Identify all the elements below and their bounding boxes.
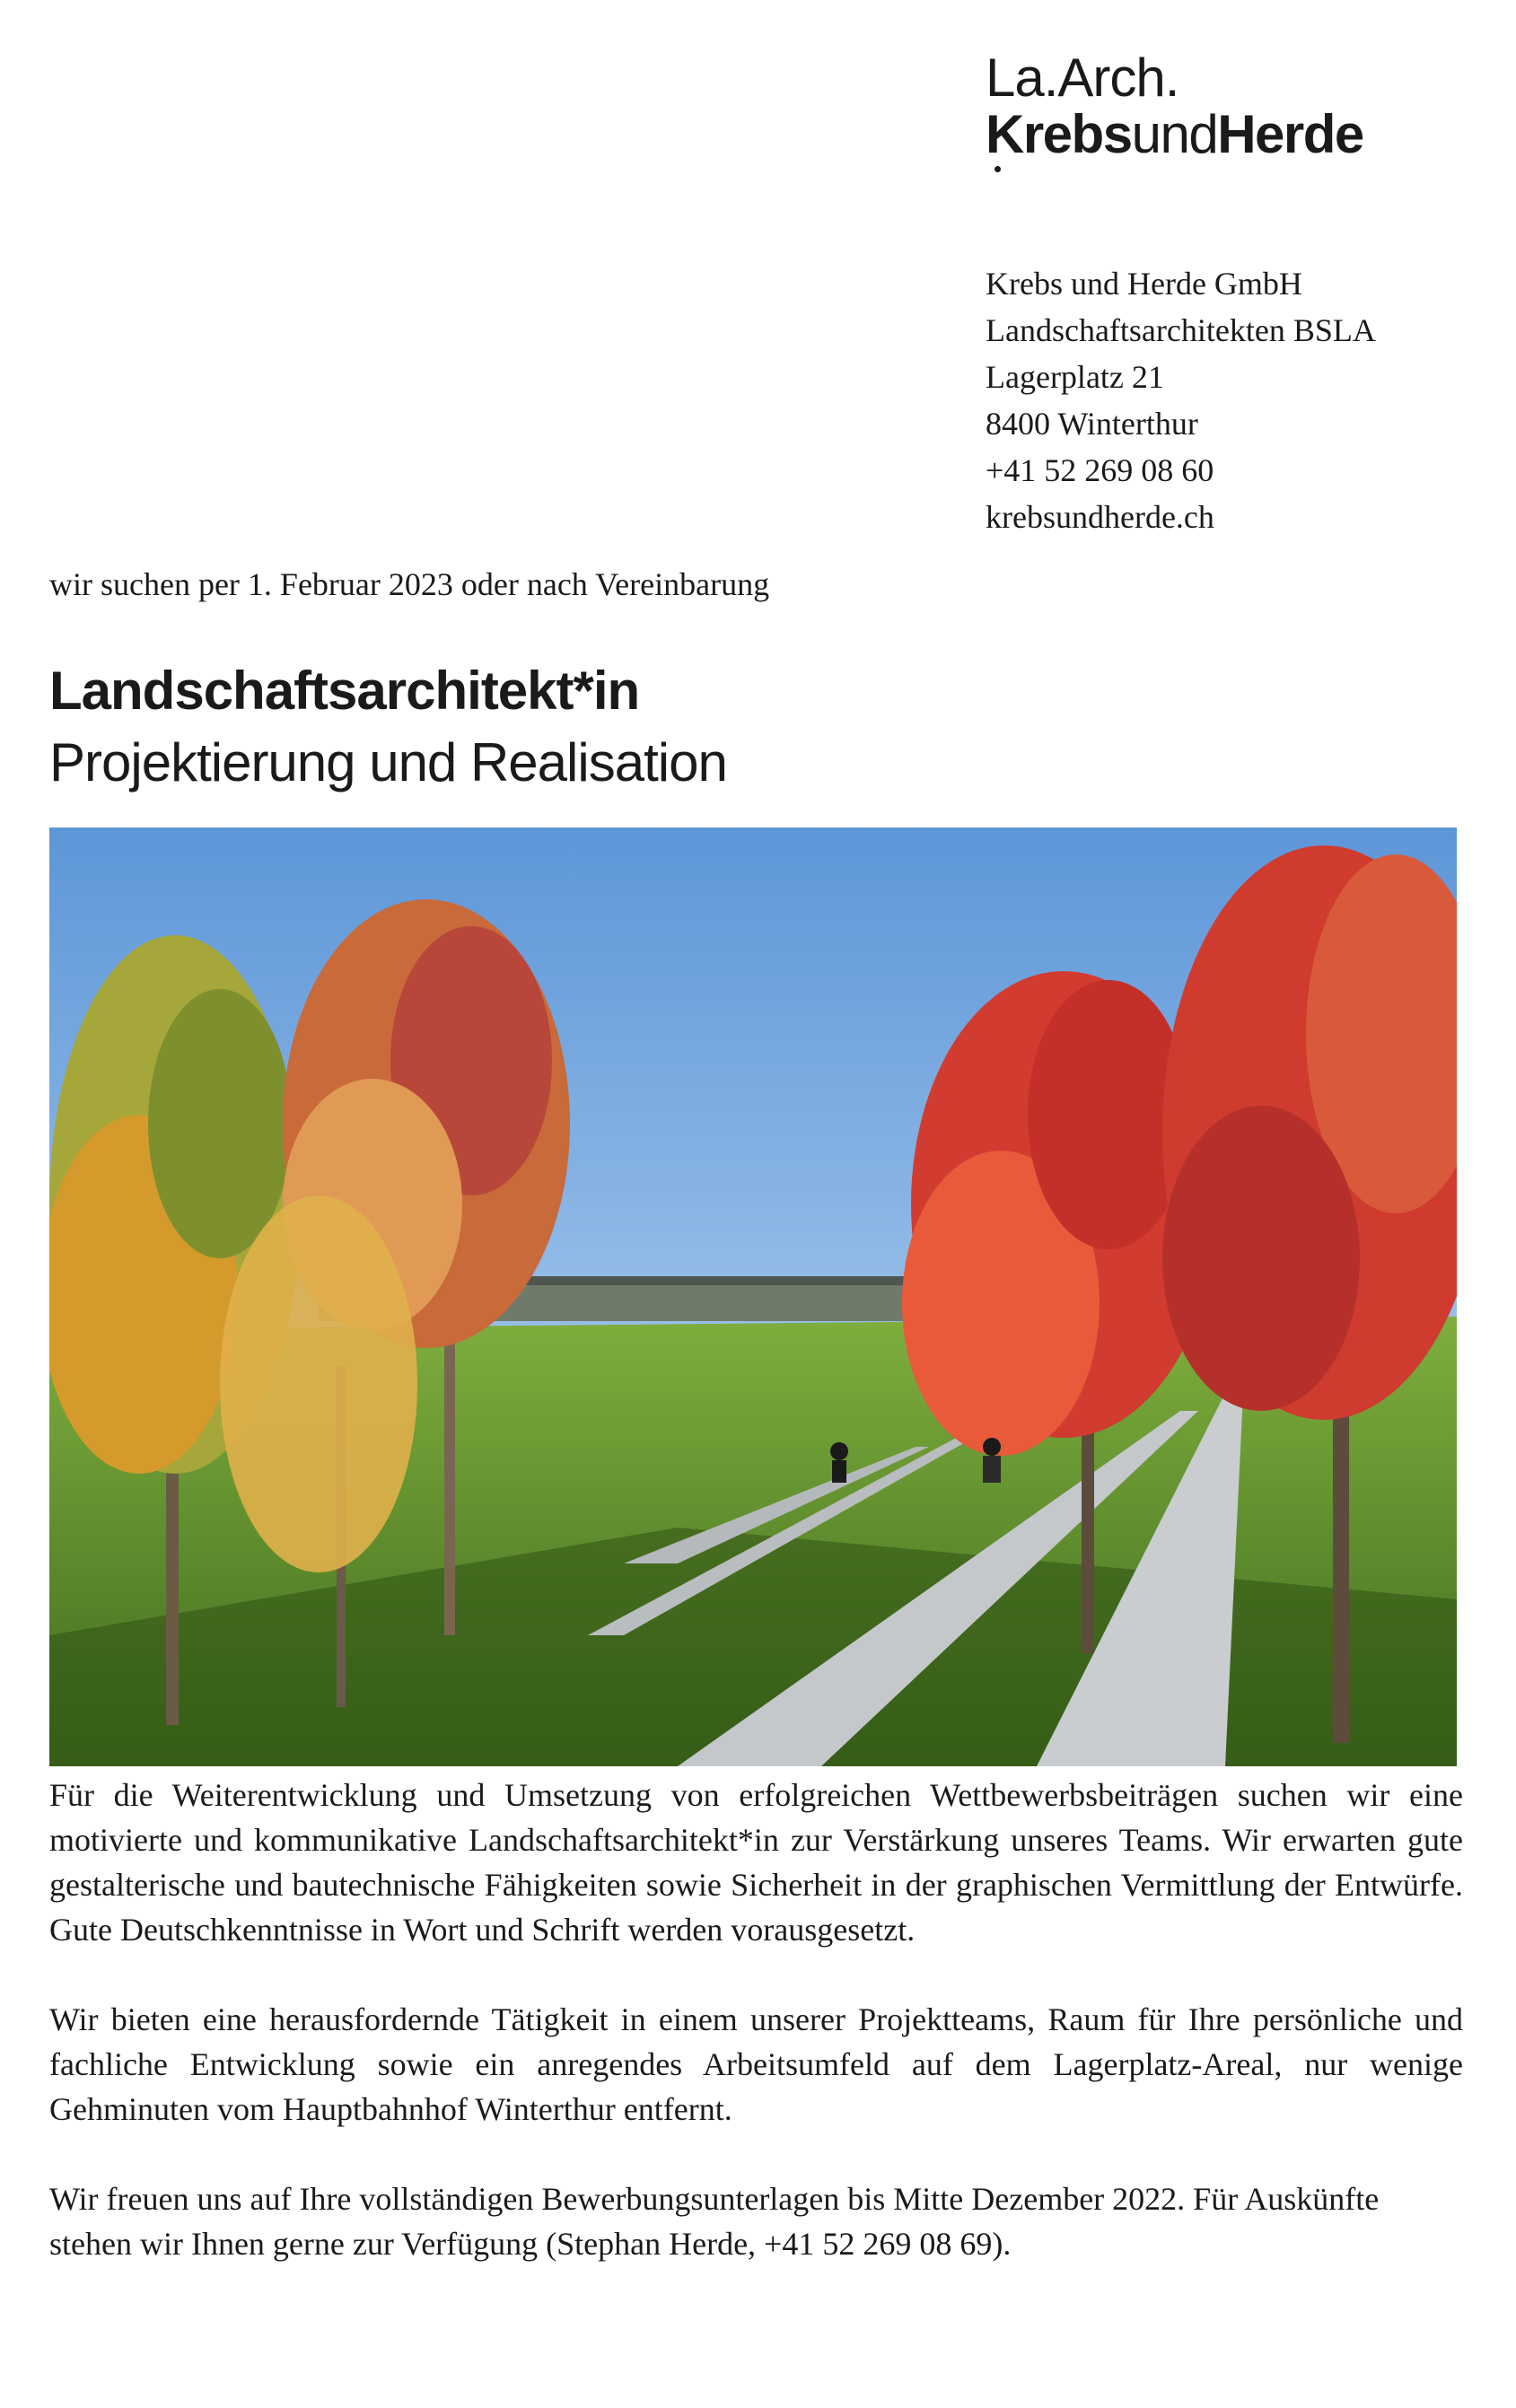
company-city: 8400 Winterthur [986,406,1198,442]
park-illustration [49,827,1457,1766]
company-logo [986,49,1363,162]
company-name: Krebs und Herde GmbH [986,266,1302,302]
paragraph-requirements: Für die Weiterentwicklung und Umsetzung von erfolgreichen Wettbewerbsbeiträgen suchen wir eine motivierte und kommunikative Landschaftsarchitekt*in zur Verstärkung unseres Teams. Wir erwarten gute gestalterische und bautechnische Fähigkeiten sowie Sicherheit in der graphischen Vermittlung der Entwürfe. Gute Deutschkenntnisse in Wort und Schrift werden vorausgesetzt. [49,1777,1463,1948]
logo-line-1: La.Arch. [986,48,1179,108]
logo-herde: Herde [1217,104,1363,164]
paragraph-contact: Wir freuen uns auf Ihre vollständigen Bewerbungsunterlagen bis Mitte Dezember 2022. Für Auskünfte stehen wir Ihnen gerne zur Verfügung (Stephan Herde, +41 52 269 08 69). [49,2181,1380,2262]
logo-line-2 [986,104,1363,164]
intro-text: wir suchen per 1. Februar 2023 oder nach Vereinbarung [49,566,770,602]
job-title: Landschaftsarchitekt*in [49,661,640,721]
address-block [986,260,1376,540]
park-photo [49,827,1457,1766]
company-street: Lagerplatz 21 [986,359,1164,395]
company-phone: +41 52 269 08 60 [986,452,1214,488]
company-profession: Landschaftsarchitekten BSLA [986,312,1376,348]
logo-und: und [1131,104,1218,164]
job-description [49,1773,1463,2311]
paragraph-offer: Wir bieten eine herausfordernde Tätigkeit in einem unserer Projektteams, Raum für Ihre persönliche und fachliche Entwicklung sowie ein anregendes Arbeitsumfeld auf dem Lagerplatz-Areal, nur wenige Gehminuten vom Hauptbahnhof Winterthur entfernt. [49,2001,1463,2127]
logo-dot [995,166,1001,172]
logo-krebs: Krebs [986,104,1132,164]
job-subtitle: Projektierung und Realisation [49,732,727,792]
company-website[interactable]: krebsundherde.ch [986,499,1214,535]
